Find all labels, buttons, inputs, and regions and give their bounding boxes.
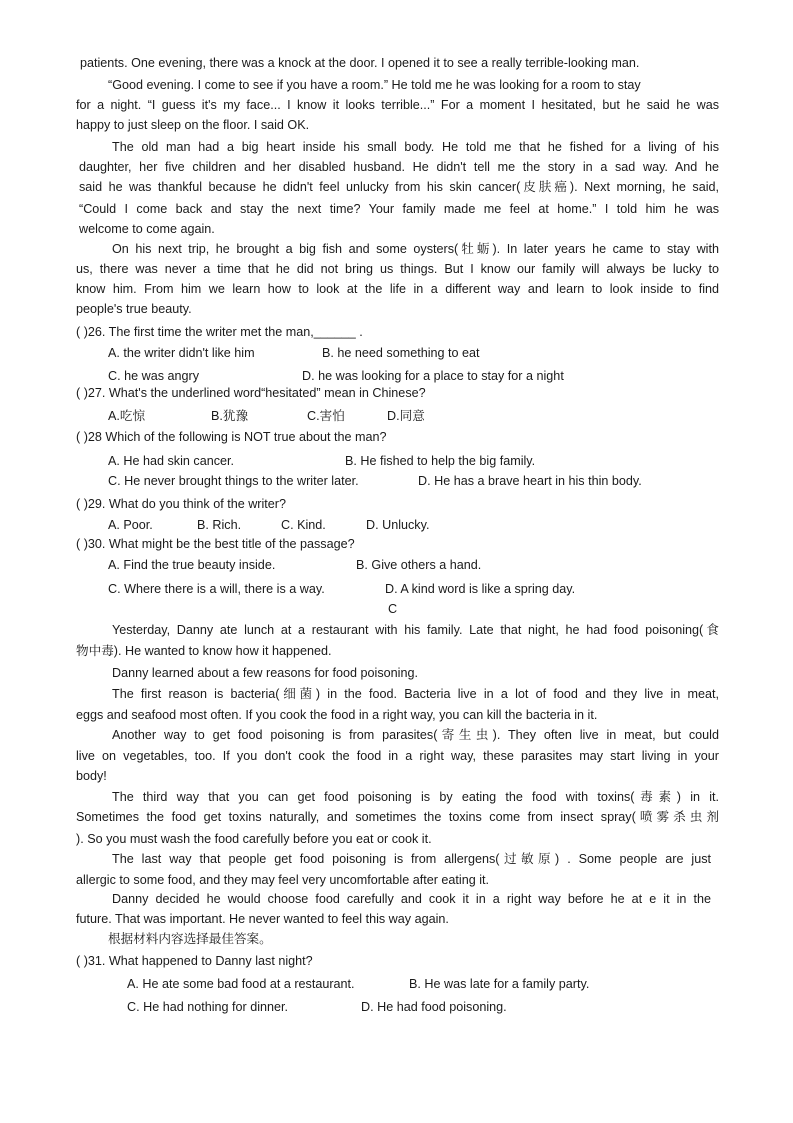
passage-line: daughter, her five children and her disabled husband. He didn't tell me the story in a sad way. And he	[79, 160, 719, 174]
question-stem: ( )28 Which of the following is NOT true about the man?	[76, 430, 387, 444]
passage-line: The third way that you can get food poisoning is by eating the food with toxins(毒素) in it.	[112, 790, 719, 804]
passage-line: body!	[76, 769, 107, 783]
passage-line: live on vegetables, too. If you don't cook the food in a right way, these parasites may start living in your	[76, 749, 719, 763]
option-c: C. He never brought things to the writer later.	[108, 474, 359, 488]
option-a: A.吃惊	[108, 409, 146, 423]
option-c: C. he was angry	[108, 369, 199, 383]
option-b: B.犹豫	[211, 409, 249, 423]
passage-line: Danny learned about a few reasons for food poisoning.	[112, 666, 418, 680]
option-c: C. Kind.	[281, 518, 326, 532]
passage-line: patients. One evening, there was a knock at the door. I opened it to see a really terrible-looking man.	[80, 56, 640, 70]
option-d: D. he was looking for a place to stay for a night	[302, 369, 564, 383]
option-b: B. he need something to eat	[322, 346, 480, 360]
option-d: D. Unlucky.	[366, 518, 430, 532]
option-a: A. Find the true beauty inside.	[108, 558, 276, 572]
passage-line: The first reason is bacteria(细菌) in the food. Bacteria live in a lot of food and they live in meat,	[112, 687, 719, 701]
option-a: A. He had skin cancer.	[108, 454, 235, 468]
passage-line: said he was thankful because he didn't feel unlucky from his skin cancer(皮肤癌). Next morning, he said,	[79, 180, 719, 194]
option-a: A. the writer didn't like him	[108, 346, 255, 360]
passage-line: for a night. “I guess it's my face... I know it looks terrible...” For a moment I hesitated, but he said he was	[76, 98, 719, 112]
option-a: A. He ate some bad food at a restaurant.	[127, 977, 355, 991]
option-c: C. Where there is a will, there is a way.	[108, 582, 325, 596]
option-d: D. He had food poisoning.	[361, 1000, 507, 1014]
passage-line: The old man had a big heart inside his small body. He told me that he fished for a living of his	[112, 140, 719, 154]
passage-line: “Could I come back and stay the next time? Your family made me feel at home.” I told him he was	[79, 202, 719, 216]
passage-line: happy to just sleep on the floor. I said OK.	[76, 118, 310, 132]
passage-line: 物中毒). He wanted to know how it happened.	[76, 644, 332, 658]
passage-line: Another way to get food poisoning is from parasites(寄生虫). They often live in meat, but could	[112, 728, 719, 742]
option-c: C.害怕	[307, 409, 345, 423]
option-b: B. Give others a hand.	[356, 558, 482, 572]
option-b: B. He fished to help the big family.	[345, 454, 536, 468]
option-b: B. Rich.	[197, 518, 242, 532]
passage-line: Sometimes the food get toxins naturally, and sometimes the toxins come from insect spray(喷雾杀虫剂	[76, 810, 719, 824]
question-stem: ( )27. What's the underlined word“hesitated” mean in Chinese?	[76, 386, 426, 400]
passage-line: allergic to some food, and they may feel very uncomfortable after eating it.	[76, 873, 490, 887]
option-d: D.同意	[387, 409, 425, 423]
option-d: D. A kind word is like a spring day.	[385, 582, 576, 596]
option-b: B. He was late for a family party.	[409, 977, 590, 991]
question-stem: ( )31. What happened to Danny last night?	[76, 954, 313, 968]
passage-line: eggs and seafood most often. If you cook the food in a right way, you can kill the bacteria in it.	[76, 708, 598, 722]
question-stem: ( )26. The first time the writer met the man,______ .	[76, 325, 363, 339]
option-d: D. He has a brave heart in his thin body.	[418, 474, 642, 488]
option-c: C. He had nothing for dinner.	[127, 1000, 289, 1014]
passage-line: know him. From him we learn how to look at the life in a different way and learn to look inside to find	[76, 282, 719, 296]
passage-line: people's true beauty.	[76, 302, 192, 316]
question-stem: ( )30. What might be the best title of the passage?	[76, 537, 355, 551]
passage-line: On his next trip, he brought a big fish and some oysters(牡蛎). In later years he came to stay with	[112, 242, 719, 256]
passage-line: future. That was important. He never wanted to feel this way again.	[76, 912, 449, 926]
question-stem: ( )29. What do you think of the writer?	[76, 497, 286, 511]
passage-line: ). So you must wash the food carefully before you eat or cook it.	[76, 832, 432, 846]
passage-line: The last way that people get food poisoning is from allergens(过敏原) . Some people are just	[112, 852, 711, 866]
option-a: A. Poor.	[108, 518, 153, 532]
passage-line: Danny decided he would choose food carefully and cook it in a right way before he at e it in the	[112, 892, 711, 906]
passage-line: Yesterday, Danny ate lunch at a restaurant with his family. Late that night, he had food poisoning(食	[112, 623, 719, 637]
passage-line: us, there was never a time that he did not bring us things. But I know our family will always be lucky to	[76, 262, 719, 276]
instruction: 根据材料内容选择最佳答案。	[108, 932, 272, 946]
passage-line: “Good evening. I come to see if you have a room.” He told me he was looking for a room to stay	[108, 78, 641, 92]
section-letter: C	[388, 602, 398, 616]
passage-line: welcome to come again.	[79, 222, 215, 236]
